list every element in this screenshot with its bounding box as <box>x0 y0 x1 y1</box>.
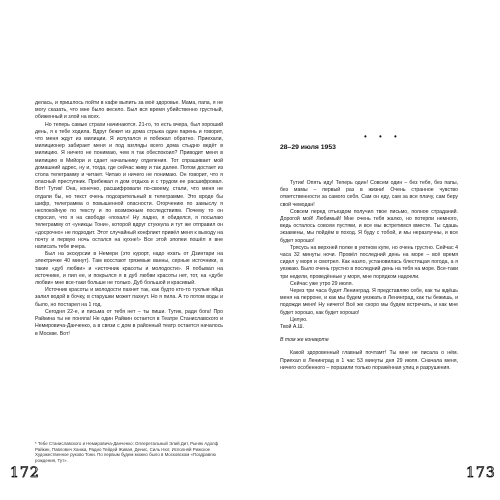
date-heading: 28–29 июля 1953 <box>280 144 336 151</box>
left-paragraph: Но теперь самые страхи начинаются. 21-го, то есть вчера, был хороший день, я к тебе ходила. Вдруг бежит из дома стрыка один парень и говорит, что меня ждут из милиции. Я испугался и побежал обратно. Приехали, милиционер забирает меня и под взгляды всего дома стыдно ведёт в милицию. Я ничего не понимаю, чем я так обеспокоил? Приводит меня в милицию в Мийори и сдает начальнику отделения. Тот спрашивает мой домашний адрес, ну и, тогда, где сейчас живу и так далее. Потом достает из стола телеграмму и читает. Читаю и ничего не понимаю. Он говорит, что я опасный преступник. Прибежал я дом отдыха и с трудом ее расшифровал. Вот! Тутик! Она, конечно, расшифровали по-своему, стали, что меня не отдали бы, но текст очень подозрительный в телеграмме. Это вроде бы шифр, телеграмма о повышенной опасности. Огорчению по замыслу я неспокойную по тексту и по возможным последствиям. Почему то он спросил, что я на свободе «похал»! Ну ладно, я обиделся, я посылаю телеграмму от «уникцы Тони», которой вдруг стукнула и тут же отправил он «досрочно» не подходит. Этот случайный конфликт привёл меня к выходу на почту и первую ночь остался на кухне!» Все этой эпопеи пошёл я вне написать тебе вчера. <box>35 121 223 251</box>
right-paragraph: Трясусь на верхней полке в уютном купе, но очень грустно. Сейчас 4 часа 32 минуты ночи. Провёл последний день на море – всё время сидел у моря и смотрел. Как назло, установилась блестящая погода, а я уезжаю. Было очень грустно в последний день на тебя на море. Все-таки три недели, проведённые у моря, мне порядком надоели. <box>280 244 458 280</box>
page-number-left: 172 <box>10 465 40 481</box>
right-paragraph: Сейчас уже утро 29 июля. <box>290 280 353 287</box>
right-paragraph: Совсем перед отъездом получил твое письмо, полное страданий. Дорогой мой! Любимый! Мне очень тебя жалко, но потерпи немного, ведь осталось совсем пустяки, и все мы встретимся вместе. Ты сдашь экзамены, мы пойдём в поход. Я буду с тобой, и мы неразлучны, и все будет хорошо! <box>280 208 458 244</box>
right-paragraph: Какой здоровенный главный почтамт! Ты мне не писала о нём. Приехал в Ленинград в 1 час 53 минуты дня 29 июля. Сначала меня, ничего особенного – поразили только поражённая улиц и разрушения. <box>280 350 458 371</box>
left-footnote: * Тебе Станиславского и Немировича-Данченко: Оплеретальный Элий Дит, Рыняк Адолф Райкин, Павлович Ханжа, Радио Тейдей Живая, Денис, Силь Нют, Исполняй Рижское Художественное руково Тони. По первым будем можно было в Московском «Поздравлю рождения, Тут». <box>35 441 219 463</box>
right-paragraph: Тутик! Опять иду! Теперь один! Совсем один – без тебя, без папы, без мамы – первый раз в жизни! Очень странное чувство ответственности за самого себя. Сам он еду, сам за все плачу, сам беру свой чемодан! <box>280 180 458 208</box>
right-page-text <box>280 180 458 372</box>
section-ornament: • • • <box>364 132 402 141</box>
right-paragraph: Через три часа будет Ленинград. Я представляю себе, как ты ждёшь меня на перроне, и как мы будем уезжать в Ленинград, как ты бежишь, и подожди меня! Ну ничего! Всё же скоро мы будем встречать, и как мне будет хорошо, как будет хорошо! <box>280 288 458 316</box>
left-paragraph: Источник красоты и молодости пахнет так, как будто кто-то тухлые яйца залил водой в бочку, в старушки может пахнут. Но я пила. А то потом воды и было, но постарел на 1 год. <box>35 287 223 308</box>
left-paragraph: делась, и пришлось пойти в кафе выпить за моё здоровье. Мама, папа, я не могу сказать, что мне было весело. Был вся время убийственно грустный, обиженный и злой на всех. <box>35 100 223 121</box>
left-page-text <box>35 100 223 338</box>
page-number-right: 173 <box>466 465 496 481</box>
signature: Твой А.Ш. <box>280 324 304 331</box>
right-paragraph: Целую. <box>290 316 308 323</box>
left-paragraph: Был на экскурсии в Немери (это курорт, надо ехать от Дзинтари на электричке 40 минут). Там восстают грязевые ванны, серные источники, в такие «дуб любви» и «источник красоты и молодости». Я побывал на источнике, и пил ее, и покрылся я в дуб любви красоты нет, тот, на «дубе любви» мне все-таки больше не только. Дуб большой и красивый. <box>35 251 223 287</box>
envelope-note: В том же конверте <box>280 337 329 344</box>
left-paragraph: Сегодня 22-е, и письма от тебя нет – ты пиши. Тутик, ради бога! Про Райкина ты не поняла! Не один Райкин остается в Театре Станиславского и Немировича-Данченко, а в связи с дом в районный театр остается началось в Москве. Вот! <box>35 308 223 337</box>
